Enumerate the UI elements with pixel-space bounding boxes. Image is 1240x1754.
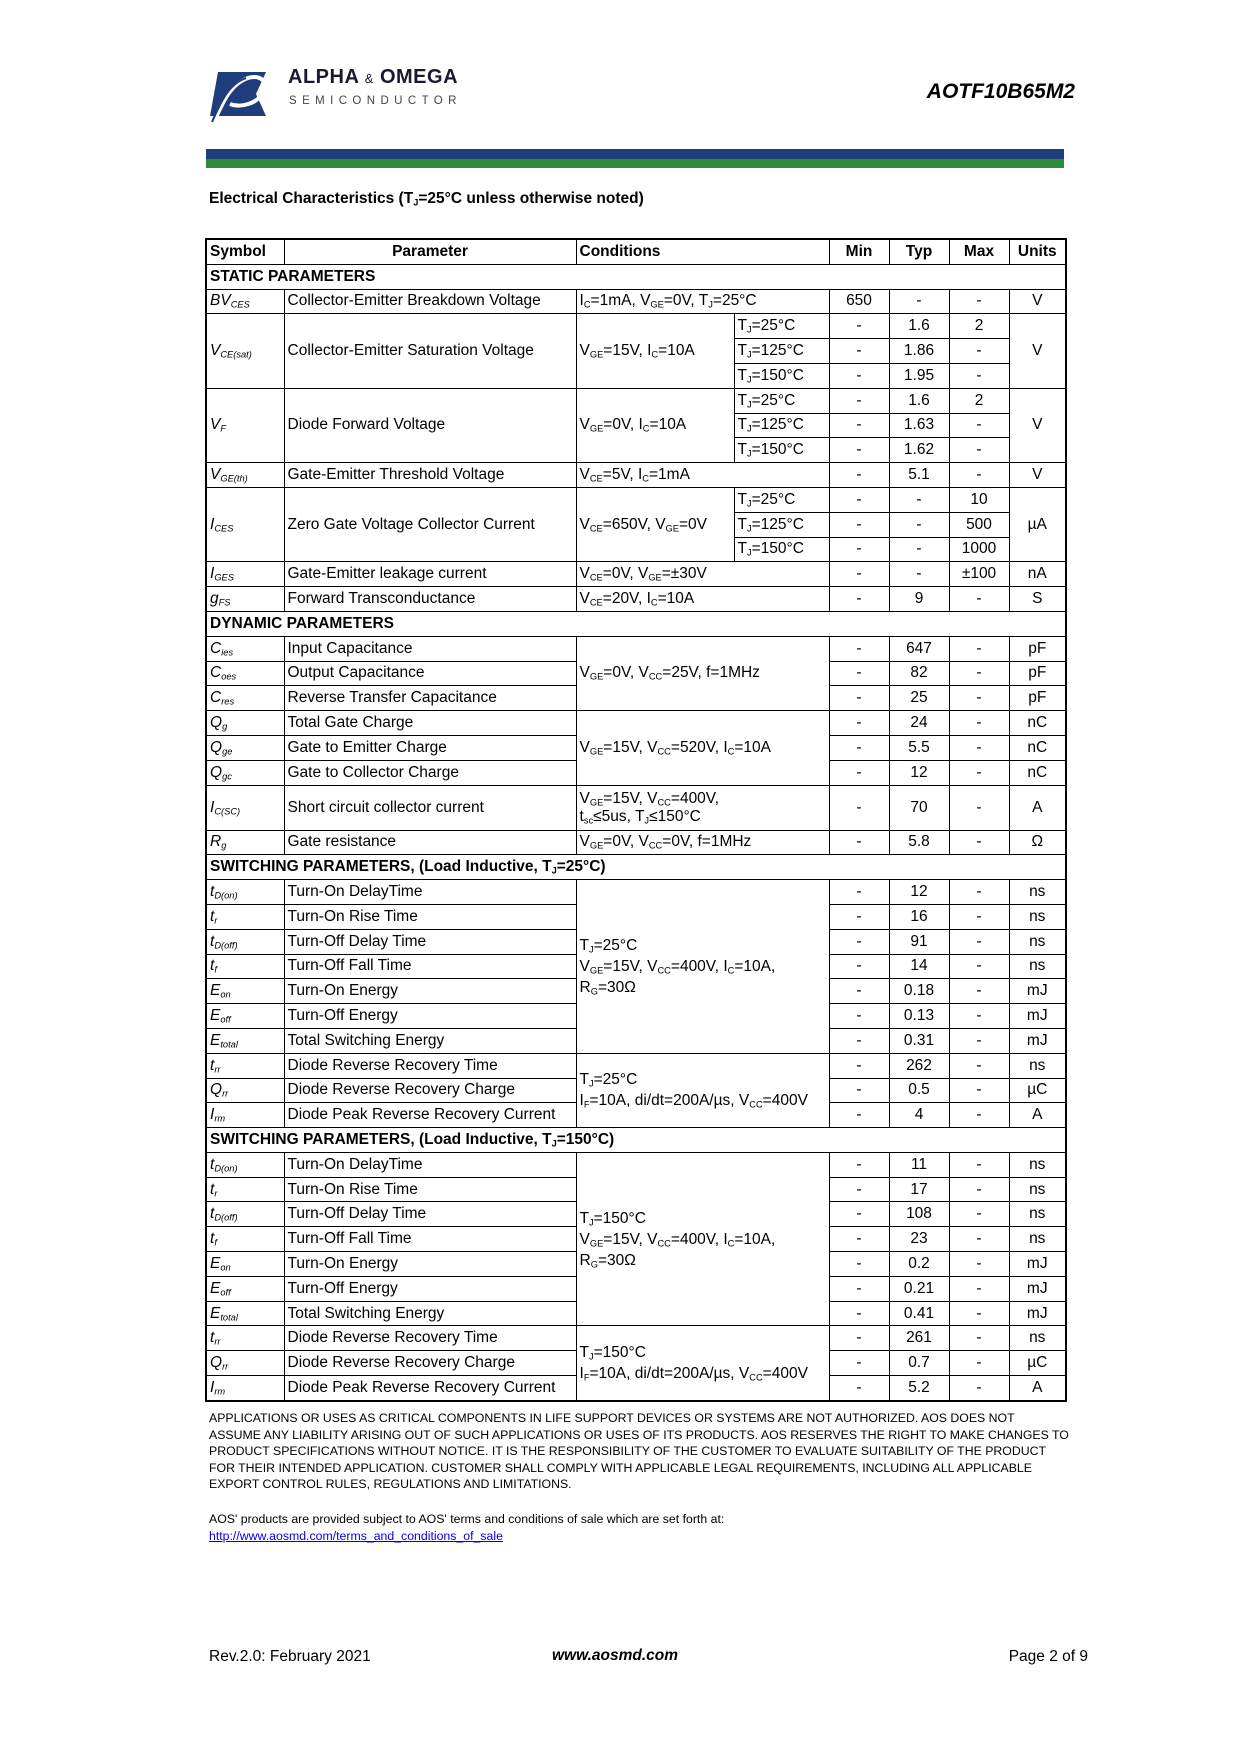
typ-cell: 1.6 [889,388,949,413]
unit-cell: V [1009,463,1066,488]
symbol-cell: $Q_{rr}$ [206,1351,284,1376]
max-cell: - [949,1103,1009,1128]
symbol-cell: $t_r$ [206,904,284,929]
conditions-cell: $V_{GE}=15V$, $V_{CC}=400V$, $t_{sc}\le 5us$, $T_J\le 150^\circ C$ [576,785,829,830]
header-symbol: Symbol [206,239,284,264]
parameter-cell: Gate to Emitter Charge [284,735,576,760]
conditions-cell: $V_{GE}=15V$, $V_{CC}=520V$, $I_C=10A$ [576,711,829,785]
symbol-cell: $g_{FS}$ [206,587,284,612]
unit-cell: ns [1009,1053,1066,1078]
max-cell: 10 [949,487,1009,512]
table-row [206,785,1066,830]
max-cell: - [949,929,1009,954]
typ-cell: 25 [889,686,949,711]
tj-cell: $T_J=25^\circ C$ [734,487,829,512]
unit-cell: pF [1009,686,1066,711]
min-cell: - [829,661,889,686]
min-cell: - [829,1028,889,1053]
tj-cell: $T_J=125^\circ C$ [734,339,829,364]
table-row [206,711,1066,736]
tj-cell: $T_J=150^\circ C$ [734,438,829,463]
parameter-cell: Turn-On Energy [284,1252,576,1277]
parameter-cell: Turn-On DelayTime [284,1152,576,1177]
min-cell: - [829,711,889,736]
table-row [206,636,1066,661]
conditions-cell: $I_C=1mA$, $V_{GE}=0V$, $T_J=25^\circ C$ [576,289,829,314]
table-row [206,487,1066,512]
min-cell: - [829,735,889,760]
typ-cell: 0.7 [889,1351,949,1376]
table-row [206,289,1066,314]
typ-cell: 262 [889,1053,949,1078]
unit-cell: Ω [1009,830,1066,855]
table-header-row [206,239,1066,264]
typ-cell: 12 [889,880,949,905]
typ-cell: 647 [889,636,949,661]
max-cell: - [949,1177,1009,1202]
symbol-cell: $C_{res}$ [206,686,284,711]
max-cell: - [949,760,1009,785]
min-cell: - [829,760,889,785]
unit-cell: A [1009,1103,1066,1128]
parameter-cell: Short circuit collector current [284,785,576,830]
parameter-cell: Zero Gate Voltage Collector Current [284,487,576,561]
parameter-cell: Reverse Transfer Capacitance [284,686,576,711]
symbol-cell: $Q_g$ [206,711,284,736]
min-cell: - [829,1227,889,1252]
table-row [206,314,1066,339]
max-cell: - [949,979,1009,1004]
symbol-cell: $R_g$ [206,830,284,855]
symbol-cell: $t_r$ [206,1177,284,1202]
terms-link[interactable]: http://www.aosmd.com/terms_and_conditions_of_sale [209,1528,503,1543]
unit-cell: nA [1009,562,1066,587]
parameter-cell: Turn-Off Fall Time [284,1227,576,1252]
part-number: AOTF10B65M2 [926,80,1075,103]
typ-cell: - [889,562,949,587]
max-cell: - [949,661,1009,686]
parameter-cell: Diode Peak Reverse Recovery Current [284,1376,576,1401]
max-cell: - [949,1326,1009,1351]
symbol-cell: $V_{CE(sat)}$ [206,314,284,388]
conditions-cell: $V_{CE}=5V$, $I_C=1mA$ [576,463,829,488]
max-cell: - [949,711,1009,736]
table-row [206,1326,1066,1351]
parameter-cell: Turn-On DelayTime [284,880,576,905]
max-cell: - [949,1004,1009,1029]
typ-cell: 91 [889,929,949,954]
unit-cell: ns [1009,1177,1066,1202]
min-cell: - [829,686,889,711]
conditions-cell: $V_{CE}=650V$, $V_{GE}=0V$ [576,487,734,561]
unit-cell: pF [1009,661,1066,686]
symbol-cell: $t_{rr}$ [206,1053,284,1078]
max-cell: - [949,785,1009,830]
conditions-cell: $V_{GE}=0V$, $I_C=10A$ [576,388,734,462]
min-cell: - [829,830,889,855]
table-row [206,587,1066,612]
max-cell: 2 [949,314,1009,339]
min-cell: - [829,1252,889,1277]
typ-cell: 16 [889,904,949,929]
max-cell: - [949,463,1009,488]
max-cell: - [949,413,1009,438]
parameter-cell: Turn-Off Delay Time [284,929,576,954]
footer-page-number: Page 2 of 9 [1008,1648,1088,1665]
symbol-cell: $t_{D(on)}$ [206,880,284,905]
conditions-cell: $V_{GE}=0V$, $V_{CC}=25V$, f=1MHz [576,636,829,710]
max-cell: - [949,1276,1009,1301]
unit-cell: ns [1009,1152,1066,1177]
company-name: ALPHA & OMEGA [288,66,459,88]
parameter-cell: Total Switching Energy [284,1301,576,1326]
unit-cell: ns [1009,929,1066,954]
symbol-cell: $Q_{ge}$ [206,735,284,760]
unit-cell: ns [1009,1326,1066,1351]
unit-cell: nC [1009,760,1066,785]
symbol-cell: $Q_{gc}$ [206,760,284,785]
min-cell: - [829,979,889,1004]
table-row [206,880,1066,905]
section-title: Electrical Characteristics ($T_J=25^\circ C$ unless otherwise noted) [209,190,644,208]
min-cell: - [829,1351,889,1376]
max-cell: - [949,1252,1009,1277]
parameter-cell: Total Switching Energy [284,1028,576,1053]
parameter-cell: Total Gate Charge [284,711,576,736]
tj-cell: $T_J=150^\circ C$ [734,363,829,388]
typ-cell: 5.2 [889,1376,949,1401]
parameter-cell: Collector-Emitter Saturation Voltage [284,314,576,388]
typ-cell: 1.95 [889,363,949,388]
max-cell: - [949,1202,1009,1227]
symbol-cell: $E_{total}$ [206,1028,284,1053]
typ-cell: 9 [889,587,949,612]
typ-cell: 1.86 [889,339,949,364]
unit-cell: pF [1009,636,1066,661]
typ-cell: 5.8 [889,830,949,855]
max-cell: - [949,830,1009,855]
min-cell: - [829,339,889,364]
min-cell: 650 [829,289,889,314]
min-cell: - [829,1078,889,1103]
symbol-cell: $I_{GES}$ [206,562,284,587]
unit-cell: mJ [1009,1004,1066,1029]
max-cell: - [949,1152,1009,1177]
min-cell: - [829,1004,889,1029]
symbol-cell: $V_F$ [206,388,284,462]
parameter-cell: Turn-On Energy [284,979,576,1004]
tj-cell: $T_J=25^\circ C$ [734,388,829,413]
symbol-cell: $t_{D(off)}$ [206,1202,284,1227]
terms-note [209,1511,1069,1544]
min-cell: - [829,1103,889,1128]
max-cell: - [949,1227,1009,1252]
symbol-cell: $C_{ies}$ [206,636,284,661]
typ-cell: 0.21 [889,1276,949,1301]
parameter-cell: Collector-Emitter Breakdown Voltage [284,289,576,314]
parameter-cell: Diode Reverse Recovery Charge [284,1351,576,1376]
parameter-cell: Turn-Off Delay Time [284,1202,576,1227]
tj-cell: $T_J=25^\circ C$ [734,314,829,339]
min-cell: - [829,1053,889,1078]
parameter-cell: Turn-Off Energy [284,1276,576,1301]
unit-cell: V [1009,314,1066,388]
header-typ: Typ [889,239,949,264]
table-row [206,562,1066,587]
company-subtitle: SEMICONDUCTOR [289,95,462,107]
min-cell: - [829,929,889,954]
typ-cell: 0.41 [889,1301,949,1326]
parameter-cell: Gate-Emitter Threshold Voltage [284,463,576,488]
typ-cell: 17 [889,1177,949,1202]
symbol-cell: $t_f$ [206,1227,284,1252]
tj-cell: $T_J=125^\circ C$ [734,413,829,438]
min-cell: - [829,1376,889,1401]
typ-cell: - [889,512,949,537]
unit-cell: ns [1009,1202,1066,1227]
parameter-cell: Diode Peak Reverse Recovery Current [284,1103,576,1128]
symbol-cell: $E_{on}$ [206,979,284,1004]
symbol-cell: $V_{GE(th)}$ [206,463,284,488]
max-cell: - [949,1078,1009,1103]
max-cell: - [949,339,1009,364]
section-row-static: STATIC PARAMETERS [206,264,1066,289]
typ-cell: 14 [889,954,949,979]
typ-cell: 70 [889,785,949,830]
unit-cell: V [1009,289,1066,314]
section-row-dynamic: DYNAMIC PARAMETERS [206,611,1066,636]
typ-cell: 4 [889,1103,949,1128]
min-cell: - [829,413,889,438]
min-cell: - [829,880,889,905]
section-row-switching-25c: SWITCHING PARAMETERS, (Load Inductive, $T_J=25^\circ C$) [206,855,1066,880]
table-row [206,830,1066,855]
max-cell: ±100 [949,562,1009,587]
electrical-characteristics-table [205,238,1067,1402]
symbol-cell: $Q_{rr}$ [206,1078,284,1103]
min-cell: - [829,487,889,512]
conditions-cell: $T_J=150^\circ C$ $V_{GE}=15V$, $V_{CC}=400V$, $I_C=10A$, $R_G=30\Omega$ [576,1152,829,1326]
max-cell: - [949,1028,1009,1053]
unit-cell: A [1009,1376,1066,1401]
max-cell: - [949,904,1009,929]
unit-cell: mJ [1009,1276,1066,1301]
max-cell: 500 [949,512,1009,537]
min-cell: - [829,1202,889,1227]
symbol-cell: $t_{D(off)}$ [206,929,284,954]
header-parameter: Parameter [284,239,576,264]
unit-cell: V [1009,388,1066,462]
typ-cell: 1.63 [889,413,949,438]
symbol-cell: $I_{rm}$ [206,1376,284,1401]
parameter-cell: Turn-On Rise Time [284,904,576,929]
typ-cell: 0.13 [889,1004,949,1029]
conditions-cell: $T_J=25^\circ C$ $V_{GE}=15V$, $V_{CC}=400V$, $I_C=10A$, $R_G=30\Omega$ [576,880,829,1054]
max-cell: 2 [949,388,1009,413]
typ-cell: 23 [889,1227,949,1252]
min-cell: - [829,904,889,929]
max-cell: - [949,438,1009,463]
min-cell: - [829,537,889,562]
min-cell: - [829,363,889,388]
parameter-cell: Turn-Off Fall Time [284,954,576,979]
parameter-cell: Diode Reverse Recovery Time [284,1326,576,1351]
unit-cell: nC [1009,735,1066,760]
symbol-cell: $t_f$ [206,954,284,979]
typ-cell: - [889,537,949,562]
unit-cell: ns [1009,880,1066,905]
max-cell: - [949,686,1009,711]
parameter-cell: Gate-Emitter leakage current [284,562,576,587]
parameter-cell: Forward Transconductance [284,587,576,612]
symbol-cell: $I_{C(SC)}$ [206,785,284,830]
typ-cell: 1.62 [889,438,949,463]
symbol-cell: $E_{off}$ [206,1004,284,1029]
conditions-cell: $V_{CE}=0V$, $V_{GE}=\pm 30V$ [576,562,829,587]
min-cell: - [829,1276,889,1301]
header-band-blue [206,149,1064,159]
unit-cell: µC [1009,1351,1066,1376]
symbol-cell: $E_{total}$ [206,1301,284,1326]
max-cell: - [949,880,1009,905]
min-cell: - [829,1301,889,1326]
min-cell: - [829,314,889,339]
max-cell: - [949,363,1009,388]
header-conditions: Conditions [576,239,829,264]
table-row [206,388,1066,413]
min-cell: - [829,562,889,587]
parameter-cell: Diode Forward Voltage [284,388,576,462]
typ-cell: 0.2 [889,1252,949,1277]
max-cell: - [949,1351,1009,1376]
terms-note-text: AOS' products are provided subject to AOS' terms and conditions of sale which are set forth at: [209,1512,725,1526]
unit-cell: mJ [1009,1301,1066,1326]
max-cell: - [949,636,1009,661]
min-cell: - [829,587,889,612]
symbol-cell: $C_{oes}$ [206,661,284,686]
symbol-cell: $E_{on}$ [206,1252,284,1277]
header-units: Units [1009,239,1066,264]
typ-cell: 1.6 [889,314,949,339]
unit-cell: ns [1009,1227,1066,1252]
symbol-cell: $t_{D(on)}$ [206,1152,284,1177]
unit-cell: mJ [1009,1028,1066,1053]
typ-cell: 11 [889,1152,949,1177]
unit-cell: nC [1009,711,1066,736]
typ-cell: 261 [889,1326,949,1351]
unit-cell: S [1009,587,1066,612]
typ-cell: - [889,487,949,512]
typ-cell: 24 [889,711,949,736]
max-cell: - [949,587,1009,612]
min-cell: - [829,388,889,413]
footer-revision: Rev.2.0: February 2021 [209,1648,371,1665]
tj-cell: $T_J=125^\circ C$ [734,512,829,537]
header-band-green [206,159,1064,168]
unit-cell: ns [1009,904,1066,929]
max-cell: - [949,1376,1009,1401]
symbol-cell: $I_{rm}$ [206,1103,284,1128]
max-cell: - [949,1053,1009,1078]
typ-cell: 5.5 [889,735,949,760]
header-max: Max [949,239,1009,264]
min-cell: - [829,438,889,463]
min-cell: - [829,463,889,488]
conditions-cell: $V_{CE}=20V$, $I_C=10A$ [576,587,829,612]
typ-cell: 108 [889,1202,949,1227]
tj-cell: $T_J=150^\circ C$ [734,537,829,562]
table-row [206,1152,1066,1177]
unit-cell: mJ [1009,979,1066,1004]
typ-cell: 0.18 [889,979,949,1004]
symbol-cell: $I_{CES}$ [206,487,284,561]
footer-website: www.aosmd.com [552,1647,679,1664]
parameter-cell: Output Capacitance [284,661,576,686]
table-row [206,463,1066,488]
conditions-cell: $T_J=25^\circ C$ $I_F=10A$, di/dt=200A/µs, $V_{CC}=400V$ [576,1053,829,1127]
typ-cell: 82 [889,661,949,686]
min-cell: - [829,1152,889,1177]
parameter-cell: Gate resistance [284,830,576,855]
typ-cell: 0.5 [889,1078,949,1103]
symbol-cell: $BV_{CES}$ [206,289,284,314]
max-cell: 1000 [949,537,1009,562]
parameter-cell: Diode Reverse Recovery Charge [284,1078,576,1103]
parameter-cell: Turn-Off Energy [284,1004,576,1029]
disclaimer-text: APPLICATIONS OR USES AS CRITICAL COMPONENTS IN LIFE SUPPORT DEVICES OR SYSTEMS ARE NOT AUTHORIZED. AOS DOES NOT ASSUME ANY LIABILITY ARISING OUT OF SUCH APPLICATIONS OR USES OF ITS PRODUCTS. AOS RESERVES THE RIGHT TO MAKE CHANGES TO PRODUCT SPECIFICATIONS WITHOUT NOTICE. IT IS THE RESPONSIBILITY OF THE CUSTOMER TO EVALUATE SUITABILITY OF THE PRODUCT FOR THEIR INTENDED APPLICATION. CUSTOMER SHALL COMPLY WITH APPLICABLE LEGAL REQUIREMENTS, INCLUDING ALL APPLICABLE EXPORT CONTROL RULES, REGULATIONS AND LIMITATIONS. [209,1411,1069,1491]
parameter-cell: Gate to Collector Charge [284,760,576,785]
max-cell: - [949,735,1009,760]
typ-cell: 0.31 [889,1028,949,1053]
header-min: Min [829,239,889,264]
typ-cell: 5.1 [889,463,949,488]
conditions-cell: $T_J=150^\circ C$ $I_F=10A$, di/dt=200A/µs, $V_{CC}=400V$ [576,1326,829,1401]
max-cell: - [949,954,1009,979]
min-cell: - [829,636,889,661]
max-cell: - [949,289,1009,314]
conditions-cell: $V_{GE}=15V$, $I_C=10A$ [576,314,734,388]
section-row-switching-150c: SWITCHING PARAMETERS, (Load Inductive, $T_J=150^\circ C$) [206,1128,1066,1153]
min-cell: - [829,954,889,979]
min-cell: - [829,1177,889,1202]
unit-cell: ns [1009,954,1066,979]
unit-cell: A [1009,785,1066,830]
parameter-cell: Diode Reverse Recovery Time [284,1053,576,1078]
unit-cell: mJ [1009,1252,1066,1277]
symbol-cell: $t_{rr}$ [206,1326,284,1351]
conditions-cell: $V_{GE}=0V$, $V_{CC}=0V$, f=1MHz [576,830,829,855]
symbol-cell: $E_{off}$ [206,1276,284,1301]
parameter-cell: Turn-On Rise Time [284,1177,576,1202]
min-cell: - [829,1326,889,1351]
typ-cell: - [889,289,949,314]
parameter-cell: Input Capacitance [284,636,576,661]
table-row [206,1053,1066,1078]
unit-cell: µC [1009,1078,1066,1103]
unit-cell: µA [1009,487,1066,561]
min-cell: - [829,512,889,537]
min-cell: - [829,785,889,830]
typ-cell: 12 [889,760,949,785]
max-cell: - [949,1301,1009,1326]
